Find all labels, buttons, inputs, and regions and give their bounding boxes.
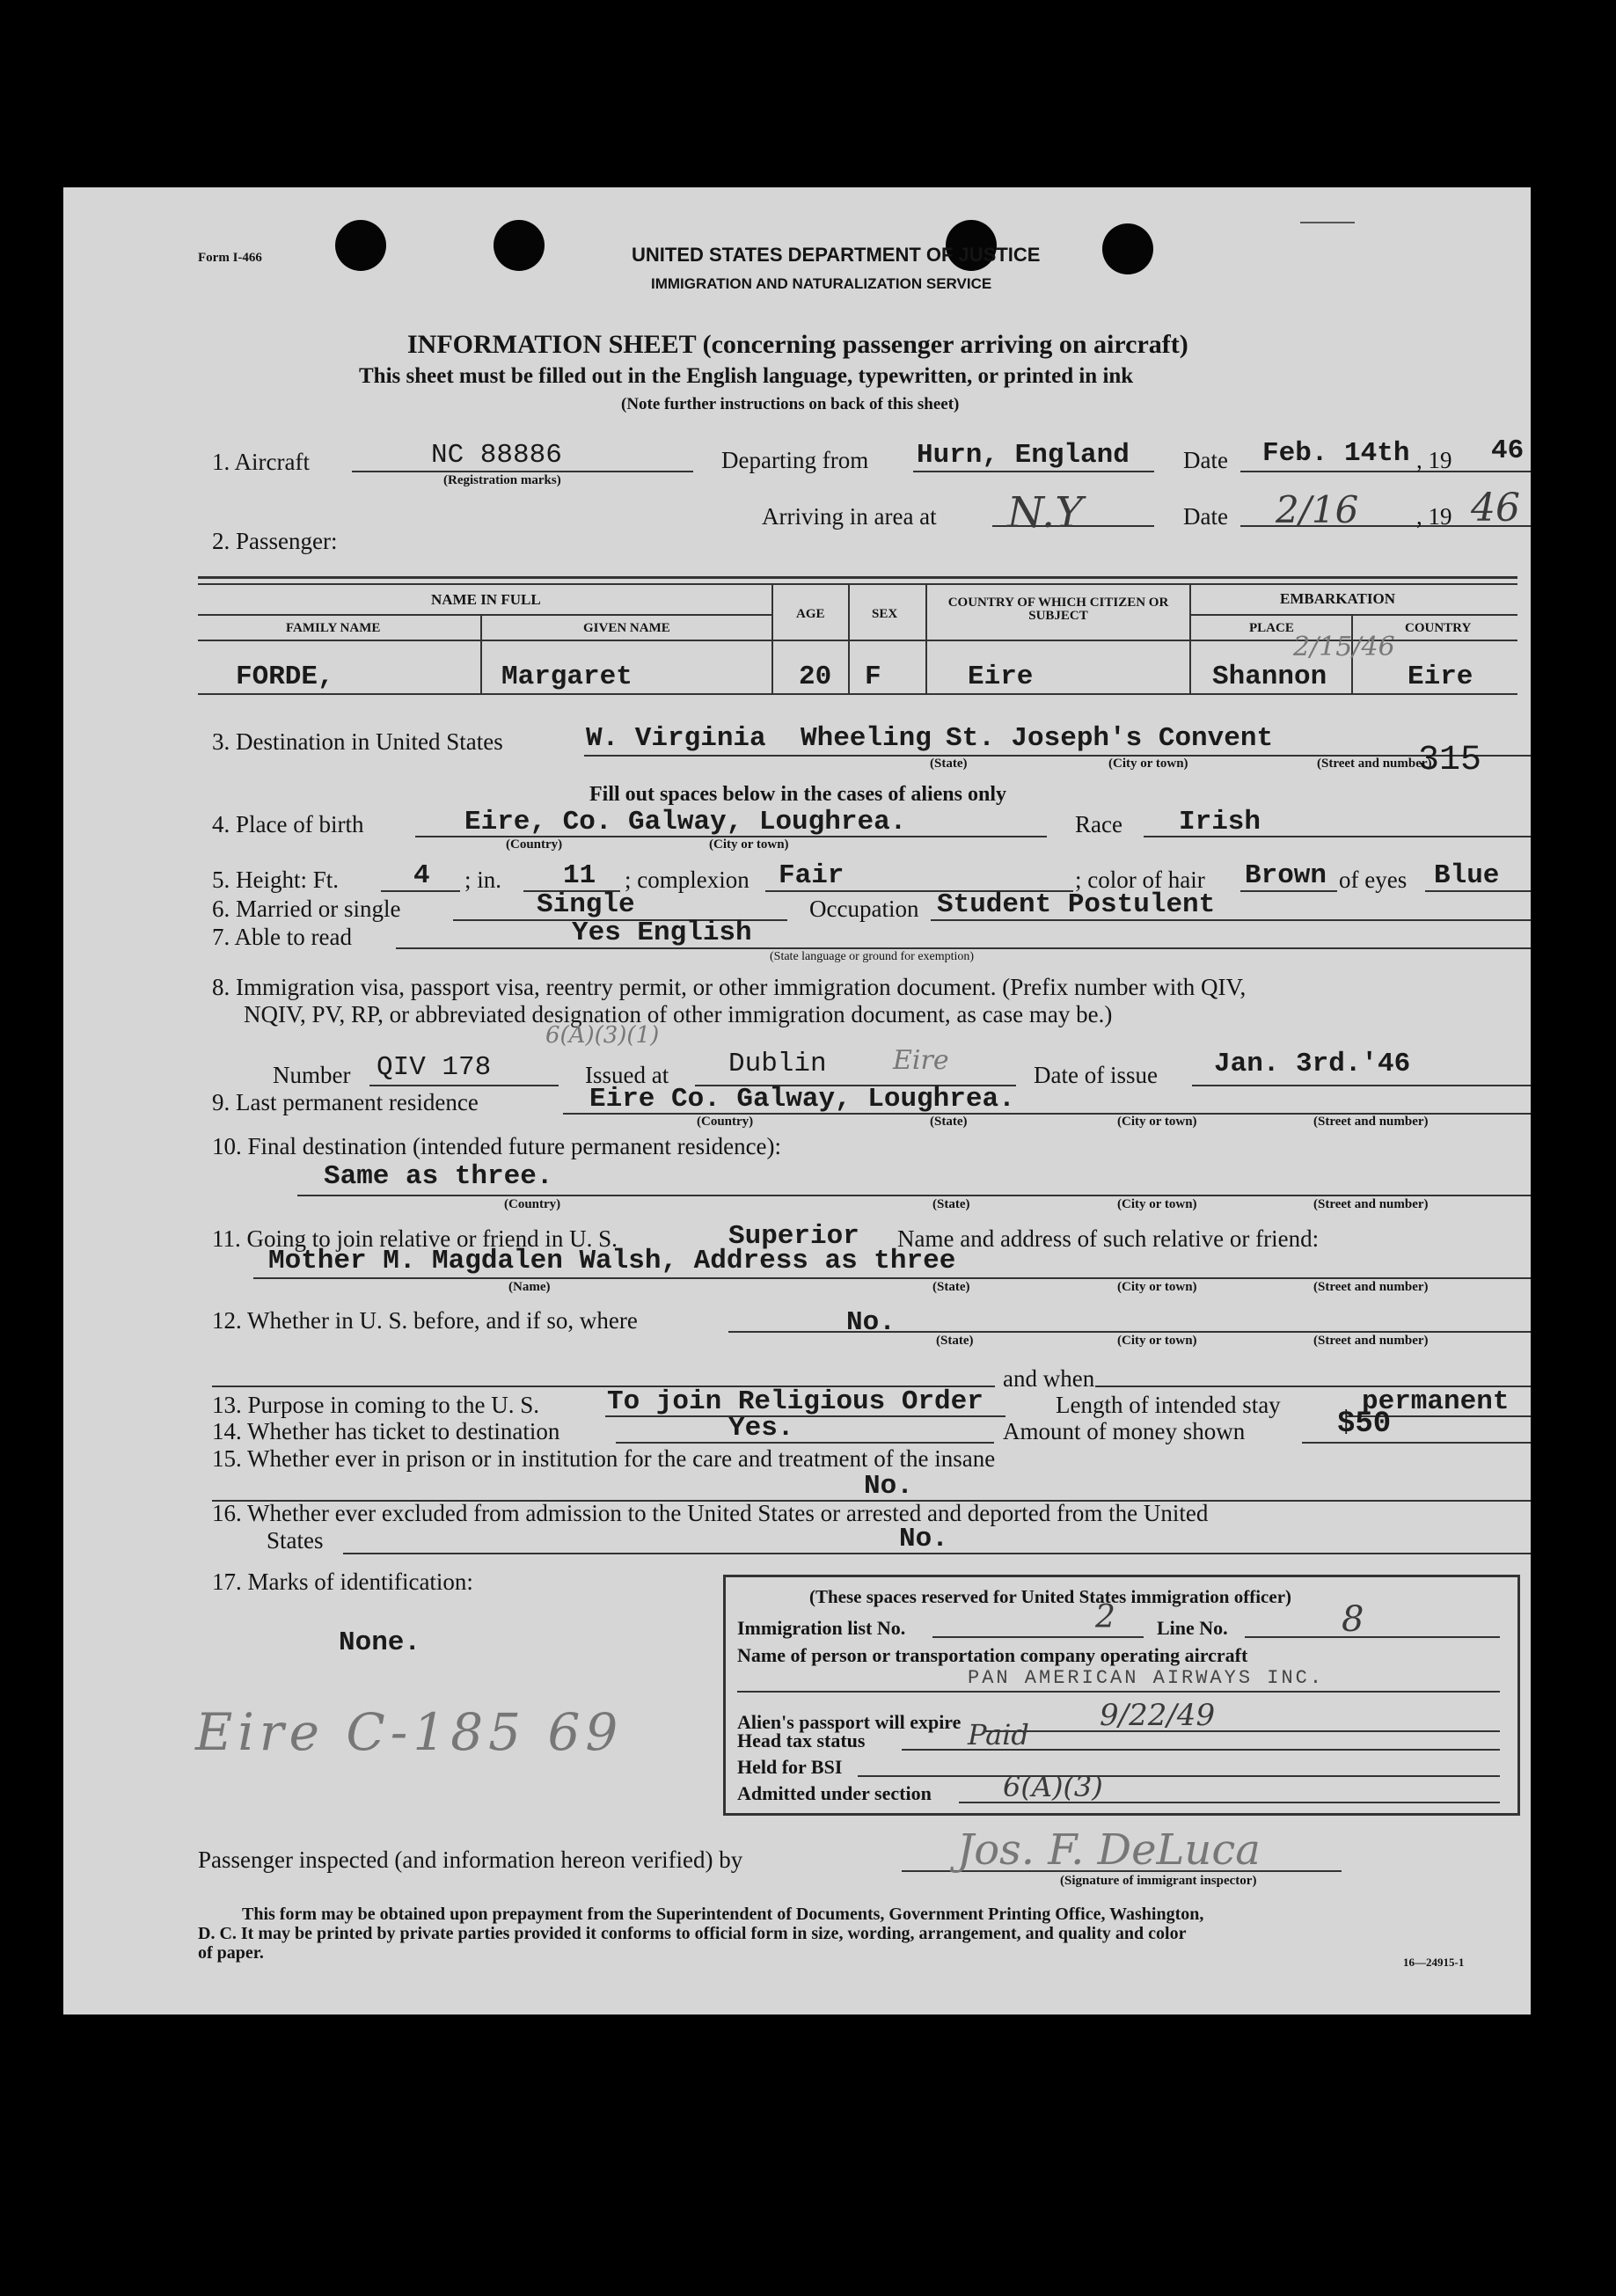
operator-label: Name of person or transportation company operating aircraft — [737, 1644, 1248, 1666]
departing-label: Departing from — [721, 447, 869, 473]
arrival-year-prefix: , 19 — [1416, 503, 1452, 530]
sex-value: F — [865, 662, 881, 692]
arrival-date-label: Date — [1183, 503, 1228, 530]
tax-label: Head tax status — [737, 1729, 866, 1751]
departing-line — [913, 471, 1154, 472]
inspector-signature: Jos. F. DeLuca — [957, 1825, 1261, 1875]
tax-value: Paid — [968, 1718, 1029, 1751]
passenger-label: 2. Passenger: — [212, 528, 338, 554]
footer-line-1: This form may be obtained upon prepayment from the Superintendent of Documents, Government Printing Office, Washington, — [242, 1905, 1204, 1924]
department-name: UNITED STATES DEPARTMENT OF JUSTICE — [632, 244, 1041, 266]
identification-label: 17. Marks of identification: — [212, 1568, 473, 1595]
line-number-value: 8 — [1342, 1599, 1364, 1640]
operator-line — [737, 1691, 1500, 1693]
prior-visit-label: 12. Whether in U. S. before, and if so, where — [212, 1307, 638, 1334]
hair-label: ; color of hair — [1075, 866, 1205, 893]
punch-hole — [1102, 223, 1153, 274]
final-destination-line — [297, 1195, 1531, 1196]
passport-value: 9/22/49 — [1100, 1698, 1216, 1733]
embark-place-header: PLACE — [1249, 621, 1294, 635]
excluded-value: No. — [899, 1524, 948, 1554]
occupation-value: Student Postulent — [937, 889, 1216, 920]
state-caption: (State) — [930, 1115, 968, 1129]
bsi-line — [858, 1775, 1500, 1777]
family-name-header: FAMILY NAME — [286, 621, 381, 635]
race-label: Race — [1075, 811, 1122, 837]
embark-country-value: Eire — [1408, 662, 1473, 692]
and-when-label: and when — [1003, 1365, 1095, 1392]
issue-date-label: Date of issue — [1034, 1062, 1158, 1088]
registration-caption: (Registration marks) — [443, 473, 561, 487]
relative-line — [253, 1277, 1531, 1279]
excluded-label-2: States — [267, 1527, 324, 1554]
destination-state: W. Virginia — [586, 723, 766, 754]
join-relative-value: Superior — [728, 1221, 859, 1252]
given-name-header: GIVEN NAME — [583, 621, 670, 635]
relative-address-label: Name and address of such relative or friend: — [897, 1225, 1320, 1252]
destination-street: St. Joseph's Convent — [946, 723, 1274, 754]
name-caption: (Name) — [508, 1280, 551, 1294]
visa-number-label: Number — [273, 1062, 351, 1088]
marital-value: Single — [537, 889, 635, 920]
arrival-date-value: 2/16 — [1276, 488, 1359, 531]
handwritten-file-number: Eire C-185 69 — [195, 1702, 624, 1762]
excluded-label-1: 16. Whether ever excluded from admission to the United States or arrested and deported from the United — [212, 1500, 1209, 1526]
departure-date-value: Feb. 14th — [1262, 438, 1410, 469]
complexion-label: ; complexion — [625, 866, 750, 893]
line-number-line — [1245, 1636, 1500, 1638]
visa-handwritten-note: 6(A)(3)(1) — [545, 1022, 660, 1049]
state-caption: (State) — [936, 1334, 974, 1348]
read-line — [396, 947, 1531, 949]
city-caption: (City or town) — [709, 837, 789, 852]
residence-value: Eire Co. Galway, Loughrea. — [589, 1084, 1015, 1115]
visa-instruction-2: NQIV, PV, RP, or abbreviated designation of other immigration document, as case may be.) — [244, 1001, 1113, 1027]
country-caption: (Country) — [697, 1115, 754, 1129]
operator-value: PAN AMERICAN AIRWAYS INC. — [968, 1667, 1325, 1689]
age-header: AGE — [796, 607, 825, 621]
departure-date-line — [1240, 471, 1531, 472]
footer-line-2: D. C. It may be printed by private parties provided it conforms to official form in size, wording, arrangement, and quality and color — [198, 1924, 1187, 1943]
issued-handwritten-note: Eire — [893, 1045, 949, 1076]
country-caption: (Country) — [506, 837, 563, 852]
embark-place-value: Shannon — [1212, 662, 1327, 692]
race-value: Irish — [1179, 807, 1261, 837]
arrival-year-value: 46 — [1471, 486, 1520, 530]
visa-number-value: QIV 178 — [377, 1052, 492, 1083]
occupation-label: Occupation — [809, 896, 919, 922]
stay-label: Length of intended stay — [1056, 1392, 1281, 1418]
form-note: (Note further instructions on back of this sheet) — [621, 395, 960, 413]
arriving-label: Arriving in area at — [762, 503, 937, 530]
table-bottom-rule — [198, 693, 1517, 695]
signature-caption: (Signature of immigrant inspector) — [1060, 1874, 1257, 1888]
departure-date-label: Date — [1183, 447, 1228, 473]
form-number: Form I-466 — [198, 251, 262, 265]
section-value: 6(A)(3) — [1003, 1770, 1103, 1803]
city-caption: (City or town) — [1108, 757, 1188, 771]
read-value: Yes English — [572, 918, 752, 948]
embark-handwritten-date: 2/15/46 — [1293, 632, 1395, 662]
height-in-label: ; in. — [464, 866, 502, 893]
passport-line — [985, 1730, 1500, 1732]
identification-value: None. — [339, 1627, 421, 1658]
final-destination-value: Same as three. — [324, 1161, 553, 1192]
eyes-label: of eyes — [1339, 866, 1408, 893]
passport-label: Alien's passport will expire — [737, 1711, 962, 1733]
service-name: IMMIGRATION AND NATURALIZATION SERVICE — [651, 275, 992, 292]
pencil-mark — [1300, 222, 1355, 223]
ticket-line — [616, 1442, 994, 1444]
street-caption: (Street and number) — [1313, 1280, 1429, 1294]
issue-date-value: Jan. 3rd.'46 — [1214, 1049, 1411, 1079]
height-in-value: 11 — [563, 860, 596, 891]
prior-visit-value: No. — [846, 1307, 896, 1338]
relative-value: Mother M. Magdalen Walsh, Address as three — [268, 1246, 956, 1276]
ticket-label: 14. Whether has ticket to destination — [212, 1418, 560, 1444]
footer-code: 16—24915-1 — [1403, 1956, 1465, 1969]
list-number-label: Immigration list No. — [737, 1617, 906, 1639]
list-number-line — [932, 1636, 1144, 1638]
arriving-value: N.Y — [1007, 488, 1083, 537]
footer-line-3: of paper. — [198, 1943, 264, 1963]
city-caption: (City or town) — [1117, 1280, 1197, 1294]
street-caption: (Street and number) — [1313, 1334, 1429, 1348]
departing-value: Hurn, England — [917, 440, 1130, 471]
residence-label: 9. Last permanent residence — [212, 1089, 479, 1115]
table-subrule — [1189, 614, 1517, 616]
form-instruction: This sheet must be filled out in the English language, typewritten, or printed in ink — [359, 364, 1134, 388]
hair-value: Brown — [1245, 860, 1327, 891]
destination-number: 315 — [1418, 741, 1482, 780]
table-divider — [480, 616, 482, 695]
money-value: $50 — [1337, 1408, 1392, 1441]
citizenship-header: COUNTRY OF WHICH CITIZEN OR SUBJECT — [947, 596, 1169, 623]
age-value: 20 — [799, 662, 832, 692]
join-relative-label: 11. Going to join relative or friend in U. S. — [212, 1225, 618, 1252]
height-ft-value: 4 — [413, 860, 430, 891]
city-caption: (City or town) — [1117, 1334, 1197, 1348]
section-label: Admitted under section — [737, 1782, 932, 1804]
street-caption: (Street and number) — [1313, 1197, 1429, 1211]
visa-number-line — [369, 1085, 559, 1086]
table-top-rule — [198, 583, 1517, 585]
punch-hole — [494, 220, 545, 271]
city-caption: (City or town) — [1117, 1197, 1197, 1211]
read-caption: (State language or ground for exemption) — [770, 950, 975, 963]
punch-hole — [335, 220, 386, 271]
departure-year-prefix: , 19 — [1416, 447, 1452, 473]
purpose-value: To join Religious Order — [607, 1386, 983, 1417]
family-name-value: FORDE, — [236, 662, 334, 692]
money-label: Amount of money shown — [1003, 1418, 1246, 1444]
read-label: 7. Able to read — [212, 924, 352, 950]
state-caption: (State) — [932, 1197, 970, 1211]
street-caption: (Street and number) — [1317, 757, 1432, 771]
prison-label: 15. Whether ever in prison or in institution for the care and treatment of the insane — [212, 1445, 996, 1472]
list-number-value: 2 — [1095, 1599, 1115, 1635]
form-title: INFORMATION SHEET (concerning passenger arriving on aircraft) — [407, 330, 1188, 359]
destination-label: 3. Destination in United States — [212, 728, 503, 755]
destination-city: Wheeling — [801, 723, 932, 754]
inspection-label: Passenger inspected (and information hereon verified) by — [198, 1846, 743, 1873]
marital-label: 6. Married or single — [212, 896, 401, 922]
visa-instruction-1: 8. Immigration visa, passport visa, reentry permit, or other immigration document. (Prefix number with QIV, — [212, 974, 1247, 1000]
line-number-label: Line No. — [1157, 1617, 1228, 1639]
departure-year-value: 46 — [1491, 435, 1525, 466]
aircraft-line — [352, 471, 693, 472]
money-line — [1302, 1442, 1531, 1444]
name-in-full-header: NAME IN FULL — [431, 591, 541, 608]
sex-header: SEX — [872, 607, 898, 621]
birthplace-label: 4. Place of birth — [212, 811, 364, 837]
country-caption: (Country) — [504, 1197, 561, 1211]
officer-box-title: (These spaces reserved for United States immigration officer) — [809, 1586, 1292, 1607]
state-caption: (State) — [930, 757, 968, 771]
birthplace-value: Eire, Co. Galway, Loughrea. — [464, 807, 907, 837]
bsi-label: Held for BSI — [737, 1756, 843, 1778]
aircraft-label: 1. Aircraft — [212, 449, 310, 475]
officer-box — [723, 1575, 1520, 1816]
given-name-value: Margaret — [501, 662, 633, 692]
city-caption: (City or town) — [1117, 1115, 1197, 1129]
embarkation-header: EMBARKATION — [1280, 590, 1395, 607]
table-subrule — [198, 614, 771, 616]
street-caption: (Street and number) — [1313, 1115, 1429, 1129]
stay-value: permanent — [1362, 1386, 1510, 1417]
issued-value: Dublin — [728, 1049, 827, 1079]
table-top-rule — [198, 576, 1517, 579]
ticket-value: Yes. — [728, 1413, 794, 1444]
citizenship-value: Eire — [968, 662, 1034, 692]
height-label: 5. Height: Ft. — [212, 866, 340, 893]
state-caption: (State) — [932, 1280, 970, 1294]
issued-label: Issued at — [585, 1062, 669, 1088]
aliens-heading: Fill out spaces below in the cases of aliens only — [589, 783, 1007, 806]
aircraft-value: NC 88886 — [431, 440, 562, 471]
issue-date-line — [1192, 1085, 1531, 1086]
embark-country-header: COUNTRY — [1405, 621, 1472, 635]
final-destination-label: 10. Final destination (intended future permanent residence): — [212, 1133, 782, 1159]
prison-value: No. — [864, 1471, 913, 1502]
purpose-label: 13. Purpose in coming to the U. S. — [212, 1392, 539, 1418]
eyes-value: Blue — [1434, 860, 1500, 891]
complexion-value: Fair — [779, 860, 845, 891]
